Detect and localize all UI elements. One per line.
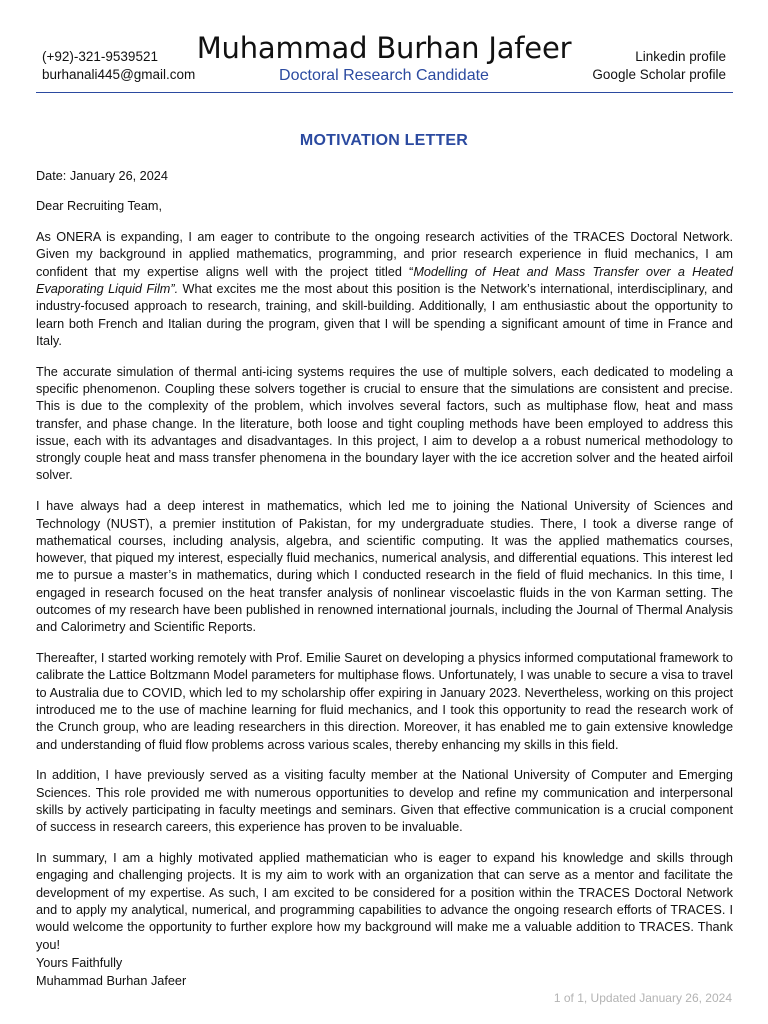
header-divider — [36, 92, 733, 93]
paragraph-3: I have always had a deep interest in mathematics, which led me to joining the National University of Sciences and Technology (NUST), a premier institution of Pakistan, for my undergraduate studies. There, I took a diverse range of mathematical courses, including analysis, algebra, and scientific computing. It was the applied mathematics courses, however, that piqued my interest, especially fluid mechanics, numerical analysis, and differential equations. This interest led me to pursue a master’s in mathematics, during which I conducted research in the field of fluid mechanics. In this time, I engaged in research focused on the heat transfer analysis of nonlinear viscoelastic fluids in the von Karman setting. The outcomes of my research have been published in renowned international journals, including the Journal of Thermal Analysis and Calorimetry and Scientific Reports. — [36, 499, 733, 635]
google-scholar-link[interactable]: Google Scholar profile — [592, 67, 726, 82]
paragraph-1-start: As ONERA is expanding, I am eager to contribute to the ongoing research activities of the TRACES Doctoral Network. Given my background in applied mathematics, programming, and prior research experience in fluid mechanics, I am confident that my expertise aligns well with the project titled “ — [36, 230, 733, 279]
name-block — [150, 30, 618, 86]
date-label: Date: — [36, 169, 67, 183]
paragraph-6: In summary, I am a highly motivated applied mathematician who is eager to expand his knowledge and skills through engaging and challenging projects. It is my aim to work with an organization that can serve as a mentor and facilitate the development of my expertise. As such, I am excited to be considered for a position within the TRACES Doctoral Network and to apply my analytical, numerical, and programming capabilities to advance the ongoing research efforts of TRACES. I would welcome the opportunity to further explore how my background will make me a valuable addition to TRACES. Thank you! — [36, 851, 733, 952]
letter-body — [36, 168, 733, 967]
paragraph-1 — [36, 229, 733, 350]
applicant-name: Muhammad Burhan Jafeer — [196, 31, 572, 65]
signature-name: Muhammad Burhan Jafeer — [36, 973, 187, 988]
paragraph-2: The accurate simulation of thermal anti-icing systems requires the use of multiple solvers, each dedicated to modeling a specific phenomenon. Coupling these solvers together is crucial to ensure that the simulations are consistent and precise. This is due to the complexity of the problem, which involves several factors, such as multiphase flow, heat and mass transfer, and phase change. In the literature, both loose and tight coupling methods have been employed to address this issue, each with its advantages and disadvantages. In this project, I aim to develop a a robust numerical methodology to strongly couple heat and mass transfer phenomena in the boundary layer with the ice accretion solver and the heated airfoil solver. — [36, 364, 733, 483]
paragraph-4: Thereafter, I started working remotely with Prof. Emilie Sauret on developing a physics informed computational framework to calibrate the Lattice Boltzmann Model parameters for multiphase flows. Unfortunately, I was unable to secure a visa to travel to Australia due to COVID, which led to my scholarship offer expiring in January 2023. Nevertheless, working on this project introduced me to the use of machine learning for fluid mechanics, and I took this opportunity to read the research work of the Crunch group, who are leading researchers in this direction. Moreover, it has enabled me to gain extensive knowledge and understanding of fluid flow problems across various scales, thereby enhancing my skills in this field. — [36, 651, 733, 752]
letter-title: MOTIVATION LETTER — [299, 132, 469, 149]
profile-links — [592, 48, 726, 84]
phone-number: (+92)-321-9539521 — [42, 49, 158, 64]
page-footer: 1 of 1, Updated January 26, 2024 — [553, 991, 732, 1005]
closing-line: Yours Faithfully — [36, 956, 123, 970]
letter-closing — [36, 955, 186, 990]
paragraph-1-end: What excites me the most about this position is the Network’s international, interdisciplinary, and industry-focused approach to research, training, and skill-building. Additionally, I am enthusiastic about the opportunity to learn both French and Italian during the program, given that I will be spending a significant amount of time in France and Italy. — [36, 281, 733, 348]
linkedin-link[interactable]: Linkedin profile — [635, 49, 726, 64]
applicant-role: Doctoral Research Candidate — [279, 67, 489, 84]
email-address[interactable]: burhanali445@gmail.com — [42, 67, 196, 82]
paragraph-5: In addition, I have previously served as a visiting faculty member at the National University of Computer and Emerging Sciences. This role provided me with numerous opportunities to develop and refine my communication and interpersonal skills by actively participating in faculty meetings and seminars. Given that effective communication is a crucial component of success in research careers, this experience has proven to be invaluable. — [36, 768, 733, 835]
salutation: Dear Recruiting Team, — [36, 199, 162, 214]
date-line — [36, 168, 733, 185]
date-value: January 26, 2024 — [69, 169, 168, 183]
project-title: Modelling of Heat and Mass Transfer over a Heated Evaporating Liquid Film”. — [36, 264, 733, 296]
